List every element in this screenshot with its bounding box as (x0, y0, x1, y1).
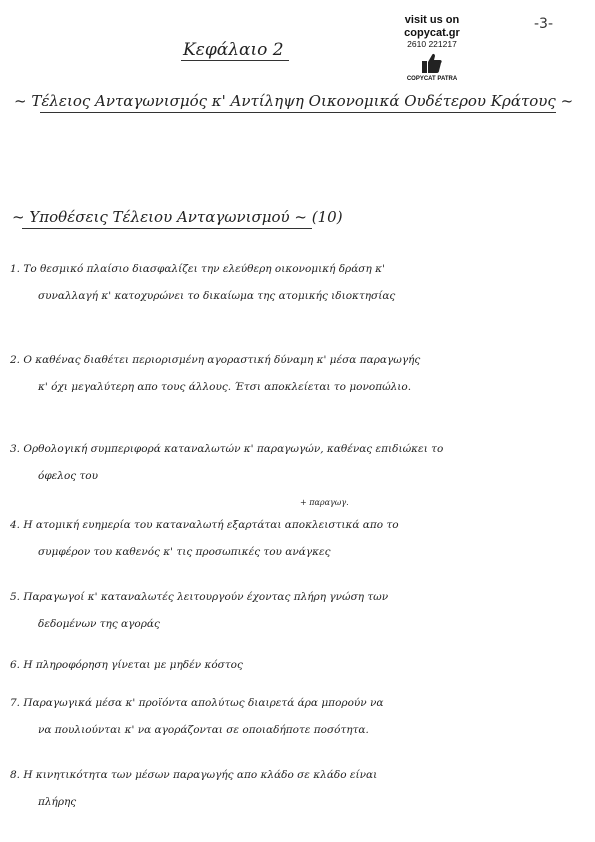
list-item (10, 347, 580, 401)
thumbs-up-icon (421, 52, 443, 74)
list-item-line: 3. Ορθολογική συμπεριφορά καταναλωτών κ' παραγωγών, καθένας επιδιώκει το (10, 443, 444, 455)
list-item-line: 7. Παραγωγικά μέσα κ' προϊόντα απολύτως διαιρετά άρα μπορούν να (10, 697, 384, 709)
list-item (10, 690, 580, 744)
list-item (10, 436, 580, 490)
list-item-line: 4. Η ατομική ευημερία του καταναλωτή εξαρτάται αποκλειστικά απο το (10, 519, 399, 531)
stamp-line-2: copycat.gr (404, 27, 460, 39)
list-item (10, 512, 580, 566)
stamp-phone: 2610 221217 (407, 39, 457, 49)
list-item-line: 2. Ο καθένας διαθέτει περιορισμένη αγοραστική δύναμη κ' μέσα παραγωγής (10, 354, 421, 366)
list-item (10, 652, 580, 679)
stamp-line-1: visit us on (404, 14, 460, 26)
stamp-brand: COPYCAT PATRA (406, 76, 458, 82)
list-item-line: συναλλαγή κ' κατοχυρώνει το δικαίωμα της ατομικής ιδιοκτησίας (38, 290, 396, 302)
title-underline (40, 112, 556, 113)
copycat-stamp (384, 14, 480, 83)
list-item-line: 1. Το θεσμικό πλαίσιο διασφαλίζει την ελεύθερη οικονομική δράση κ' (10, 263, 385, 275)
section-underline (22, 228, 312, 229)
inline-insertion: + παραγωγ. (300, 498, 349, 507)
list-item-line: να πουλιούνται κ' να αγοράζονται σε οποιαδήποτε ποσότητα. (38, 724, 369, 736)
page-number: -3- (534, 16, 554, 32)
list-item-line: συμφέρον του καθενός κ' τις προσωπικές του ανάγκες (38, 546, 331, 558)
list-item-line: δεδομένων της αγοράς (38, 618, 160, 630)
list-item-line: όφελος του (38, 470, 99, 482)
list-item-line: 5. Παραγωγοί κ' καταναλωτές λειτουργούν έχοντας πλήρη γνώση των (10, 591, 389, 603)
list-item-line: 8. Η κινητικότητα των μέσων παραγωγής απο κλάδο σε κλάδο είναι (10, 769, 378, 781)
list-item (10, 762, 580, 816)
list-item (10, 256, 580, 310)
chapter-heading: Κεφάλαιο 2 (183, 40, 284, 60)
chapter-underline (181, 60, 289, 61)
page-title: ~ Τέλειος Ανταγωνισμός κ' Αντίληψη Οικονομικά Ουδέτερου Κράτους ~ (14, 92, 574, 110)
list-item-line: πλήρης (38, 796, 77, 808)
list-item-line: κ' όχι μεγαλύτερη απο τους άλλους. Έτσι αποκλείεται το μονοπώλιο. (38, 381, 412, 393)
list-item (10, 584, 580, 638)
list-item-line: 6. Η πληροφόρηση γίνεται με μηδέν κόστος (10, 659, 243, 671)
section-heading: ~ Υποθέσεις Τέλειου Ανταγωνισμού ~ (10) (12, 208, 343, 226)
